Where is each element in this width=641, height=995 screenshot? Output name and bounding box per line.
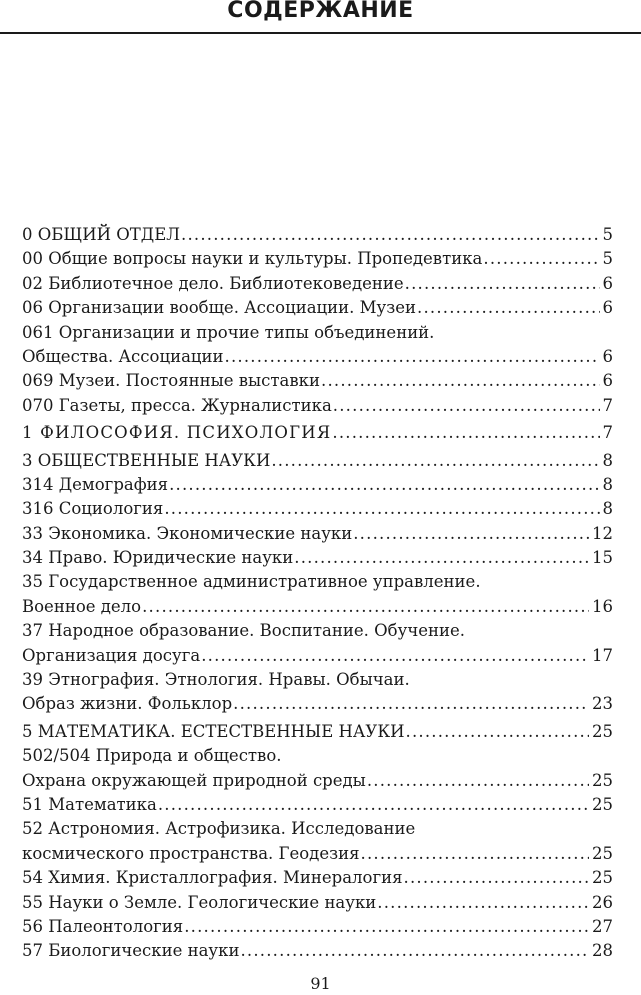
- toc-entry-title: 069 Музеи. Постоянные выставки: [22, 371, 320, 391]
- toc-entry[interactable]: [22, 321, 613, 370]
- toc-entry[interactable]: [22, 223, 613, 247]
- toc-page-number: 12: [592, 523, 613, 543]
- dot-leader: [417, 296, 600, 320]
- toc-page-number: 25: [592, 794, 613, 814]
- toc-page-number: 8: [602, 474, 613, 494]
- toc-entry-line: [22, 939, 613, 963]
- toc-entry-line: [22, 817, 613, 841]
- toc-page-number: 7: [602, 423, 613, 443]
- toc-page-number: 8: [602, 499, 613, 519]
- toc-entry-line: [22, 644, 613, 668]
- toc-entry-line: [22, 619, 613, 643]
- toc-entry-title: Охрана окружающей природной среды: [22, 770, 366, 790]
- page-number: 91: [310, 974, 331, 993]
- page-title: СОДЕРЖАНИЕ: [227, 0, 414, 23]
- toc-page-number: 15: [592, 548, 613, 568]
- toc-page-number: 26: [592, 892, 613, 912]
- toc-page-number: 25: [592, 770, 613, 790]
- toc-entry-line: [22, 449, 613, 473]
- toc-section: [22, 720, 613, 964]
- toc-page-number: 27: [592, 916, 613, 936]
- dot-leader: [271, 449, 599, 473]
- dot-leader: [142, 595, 589, 619]
- toc-page-number: 25: [592, 721, 613, 741]
- toc-entry-title: 54 Химия. Кристаллография. Минералогия: [22, 868, 403, 888]
- toc-entry[interactable]: [22, 668, 613, 717]
- toc-page-number: 16: [592, 596, 613, 616]
- toc-entry-title: 37 Народное образование. Воспитание. Обучение.: [22, 621, 465, 641]
- dot-leader: [294, 546, 589, 570]
- dot-leader: [361, 842, 589, 866]
- toc-entry-title: космического пространства. Геодезия: [22, 843, 360, 863]
- toc-entry-line: [22, 296, 613, 320]
- dot-leader: [201, 644, 589, 668]
- toc-entry-title: 55 Науки о Земле. Геологические науки: [22, 892, 377, 912]
- toc-entry-title: 39 Этнография. Этнология. Нравы. Обычаи.: [22, 670, 410, 690]
- toc-entry[interactable]: [22, 369, 613, 393]
- dot-leader: [321, 369, 600, 393]
- toc-entry-title: Общества. Ассоциации: [22, 346, 224, 366]
- toc-entry-title: 52 Астрономия. Астрофизика. Исследование: [22, 819, 416, 839]
- toc-entry[interactable]: [22, 296, 613, 320]
- toc-entry-line: [22, 842, 613, 866]
- toc-entry-line: [22, 793, 613, 817]
- toc-entry[interactable]: [22, 421, 613, 445]
- toc-entry[interactable]: [22, 247, 613, 271]
- dot-leader: [404, 866, 589, 890]
- toc-entry-title: 02 Библиотечное дело. Библиотековедение: [22, 273, 404, 293]
- toc-page-number: 17: [592, 645, 613, 665]
- toc-page-number: 7: [602, 395, 613, 415]
- table-of-contents: [22, 223, 613, 964]
- toc-entry-title: 57 Биологические науки: [22, 941, 240, 961]
- toc-entry-line: [22, 345, 613, 369]
- toc-entry[interactable]: [22, 915, 613, 939]
- dot-leader: [367, 769, 589, 793]
- dot-leader: [181, 223, 599, 247]
- toc-page-number: 25: [592, 868, 613, 888]
- toc-entry-title: 33 Экономика. Экономические науки: [22, 523, 353, 543]
- toc-page-number: 8: [602, 450, 613, 470]
- toc-entry[interactable]: [22, 866, 613, 890]
- toc-page-number: 5: [602, 225, 613, 244]
- dot-leader: [233, 692, 589, 716]
- toc-entry-title: 1 ФИЛОСОФИЯ. ПСИХОЛОГИЯ: [22, 423, 332, 443]
- toc-entry-line: [22, 394, 613, 418]
- toc-entry-line: [22, 497, 613, 521]
- dot-leader: [483, 247, 599, 271]
- toc-entry-line: [22, 891, 613, 915]
- dot-leader: [184, 915, 589, 939]
- toc-entry[interactable]: [22, 744, 613, 793]
- toc-entry-line: [22, 272, 613, 296]
- toc-entry-line: [22, 473, 613, 497]
- toc-entry-line: [22, 570, 613, 594]
- toc-entry-title: 56 Палеонтология: [22, 916, 184, 936]
- toc-entry[interactable]: [22, 939, 613, 963]
- toc-entry-line: [22, 720, 613, 744]
- toc-entry-title: 314 Демография: [22, 474, 169, 494]
- toc-entry-title: 5 МАТЕМАТИКА. ЕСТЕСТВЕННЫЕ НАУКИ: [22, 721, 405, 741]
- dot-leader: [333, 394, 600, 418]
- toc-entry[interactable]: [22, 720, 613, 744]
- page-header: [0, 0, 641, 34]
- toc-entry-title: 316 Социология: [22, 499, 164, 519]
- dot-leader: [405, 272, 600, 296]
- toc-entry[interactable]: [22, 522, 613, 546]
- toc-entry-title: 0 ОБЩИЙ ОТДЕЛ: [22, 225, 181, 244]
- toc-entry-title: 51 Математика: [22, 794, 157, 814]
- toc-entry-line: [22, 866, 613, 890]
- toc-entry[interactable]: [22, 793, 613, 817]
- toc-page-number: 6: [602, 273, 613, 293]
- toc-entry-title: Образ жизни. Фольклор: [22, 694, 233, 714]
- dot-leader: [406, 720, 589, 744]
- toc-entry-line: [22, 321, 613, 345]
- dot-leader: [169, 473, 599, 497]
- toc-page-number: 23: [592, 694, 613, 714]
- toc-page-number: 28: [592, 941, 613, 961]
- toc-entry-title: 070 Газеты, пресса. Журналистика: [22, 395, 332, 415]
- toc-page-number: 25: [592, 843, 613, 863]
- toc-entry-line: [22, 769, 613, 793]
- dot-leader: [164, 497, 599, 521]
- toc-entry[interactable]: [22, 817, 613, 866]
- toc-entry-title: 00 Общие вопросы науки и культуры. Пропедевтика: [22, 249, 483, 269]
- toc-entry-title: 06 Организации вообще. Ассоциации. Музеи: [22, 298, 416, 318]
- toc-entry-title: Организация досуга: [22, 645, 201, 665]
- toc-section: [22, 223, 613, 418]
- toc-entry-title: 35 Государственное административное управление.: [22, 572, 481, 592]
- dot-leader: [225, 345, 600, 369]
- toc-entry-line: [22, 744, 613, 768]
- toc-entry-line: [22, 369, 613, 393]
- dot-leader: [158, 793, 589, 817]
- toc-entry-title: 3 ОБЩЕСТВЕННЫЕ НАУКИ: [22, 450, 271, 470]
- toc-entry-title: 502/504 Природа и общество.: [22, 746, 282, 766]
- toc-entry-line: [22, 421, 613, 445]
- dot-leader: [332, 421, 599, 445]
- toc-entry[interactable]: [22, 473, 613, 497]
- toc-entry-line: [22, 522, 613, 546]
- toc-entry-title: Военное дело: [22, 596, 142, 616]
- toc-entry[interactable]: [22, 497, 613, 521]
- toc-page-number: 6: [602, 371, 613, 391]
- toc-entry[interactable]: [22, 394, 613, 418]
- toc-entry-line: [22, 595, 613, 619]
- toc-entry[interactable]: [22, 891, 613, 915]
- dot-leader: [377, 891, 589, 915]
- toc-entry-line: [22, 247, 613, 271]
- toc-section: [22, 449, 613, 717]
- toc-page-number: 5: [602, 249, 613, 269]
- dot-leader: [353, 522, 589, 546]
- toc-entry[interactable]: [22, 570, 613, 619]
- toc-section: [22, 421, 613, 445]
- toc-entry-line: [22, 668, 613, 692]
- toc-page-number: 6: [602, 346, 613, 366]
- dot-leader: [240, 939, 589, 963]
- toc-entry[interactable]: [22, 619, 613, 668]
- toc-page-number: 6: [602, 298, 613, 318]
- toc-entry[interactable]: [22, 449, 613, 473]
- toc-entry-line: [22, 223, 613, 247]
- toc-entry-title: 061 Организации и прочие типы объединений.: [22, 322, 435, 342]
- toc-entry[interactable]: [22, 546, 613, 570]
- toc-entry-line: [22, 692, 613, 716]
- toc-entry-title: 34 Право. Юридические науки: [22, 548, 294, 568]
- toc-entry-line: [22, 546, 613, 570]
- toc-entry-line: [22, 915, 613, 939]
- toc-entry[interactable]: [22, 272, 613, 296]
